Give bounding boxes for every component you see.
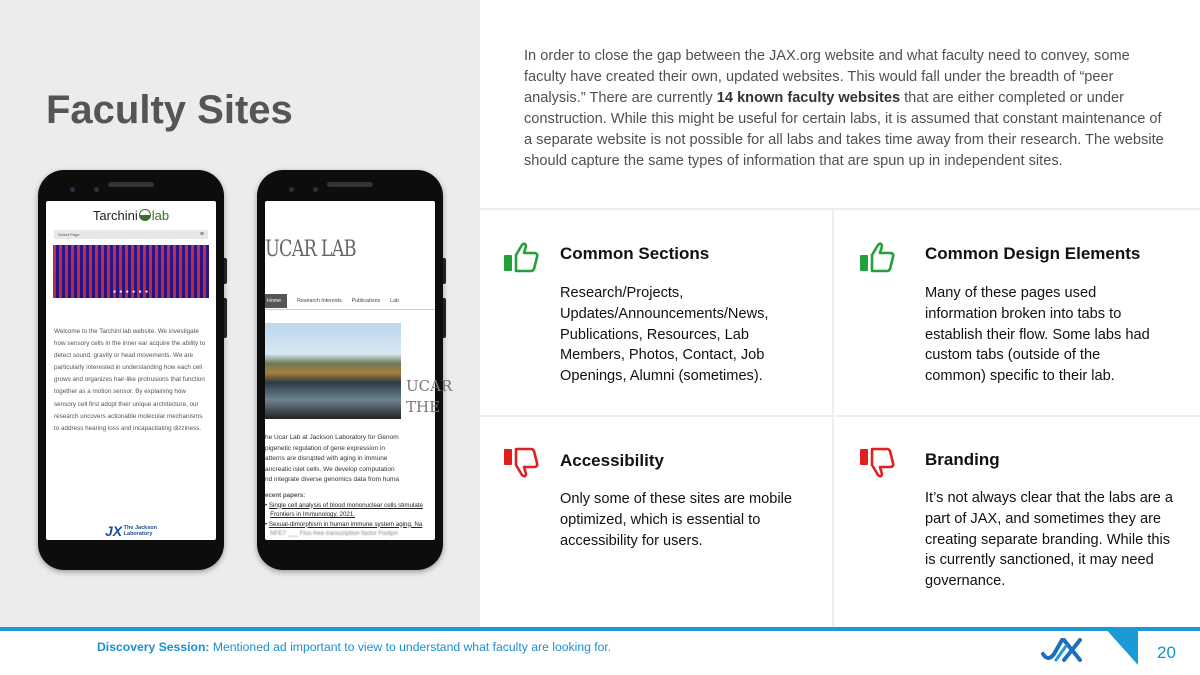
jackson-lab-logo <box>46 525 216 537</box>
ucar-side-heading <box>406 376 452 418</box>
text-line: he Ucar Lab at Jackson Laboratory for Genom <box>265 434 399 441</box>
jax-logo-icon <box>1040 636 1090 664</box>
paper-link-faded: NFE7 ___ Flox-free transcription factor Footpri <box>270 530 398 537</box>
footer-note <box>97 640 611 654</box>
nav-tab-publications[interactable]: Publications <box>351 298 381 304</box>
phone-power-button <box>443 258 446 284</box>
text-line: pigenetic regulation of gene expression in <box>265 444 385 452</box>
hero-banner-image <box>53 245 209 298</box>
slide-title: Faculty Sites <box>46 88 293 132</box>
card-title-common-sections: Common Sections <box>560 244 710 263</box>
select-page-label: Select Page <box>58 232 80 237</box>
footer-note-text: Mentioned ad important to view to understand what faculty are looking for. <box>209 640 612 654</box>
logo-circle-icon <box>139 209 151 221</box>
nav-tab-home[interactable]: Home <box>265 294 287 308</box>
thumbs-down-icon <box>858 446 896 480</box>
phone-screen <box>265 201 453 540</box>
ucar-line2: THE <box>406 398 441 416</box>
papers-heading: ecent papers: <box>265 492 306 499</box>
text-line: ancreatic islet cells. We develop computation <box>265 465 395 473</box>
paper-journal: Frontiers in Immunology, 2021. <box>270 511 356 518</box>
phone-power-button <box>224 258 227 284</box>
phone-volume-button <box>224 298 227 338</box>
card-title-accessibility: Accessibility <box>560 451 664 470</box>
intro-highlight: 14 known faculty websites <box>716 90 901 106</box>
jax-logo-icon: JX <box>105 523 123 539</box>
card-body-common-design: Many of these pages used information broken into tabs to establish their flow. Some labs had custom tabs (outside of the common) specific to their lab. <box>925 285 1150 385</box>
footer-line1: The Jackson <box>123 525 157 531</box>
phone-screen <box>46 201 216 540</box>
phone-sensor <box>94 187 99 192</box>
phone-camera <box>289 187 294 192</box>
page-number: 20 <box>1157 643 1176 662</box>
logo-name: Tarchini <box>92 208 138 223</box>
intro-part2: that are either completed or under construction. While this might be useful for certain labs, it is assumed that constant maintenance of a separate website is not possible for all labs and takes time away from their research. The website should capture the same types of information that are spun up in independent sites. <box>524 90 1164 169</box>
card-title-common-design: Common Design Elements <box>925 244 1141 263</box>
phone-camera <box>70 187 75 192</box>
phone-sensor <box>313 187 318 192</box>
footer-line2: Laboratory <box>123 531 153 537</box>
ucar-lab-title: UCAR LAB <box>265 237 356 262</box>
text-line: nd integrate diverse genomics data from huma <box>265 476 400 484</box>
phone-speaker <box>108 182 154 187</box>
intro-paragraph <box>524 46 1164 172</box>
intro-part1: In order to close the gap between the JAX.org website and what faculty need to convey, some faculty have created their own, updated websites. This would fall under the breadth of “peer analysis.” There are currently <box>524 48 1130 106</box>
recent-papers: ecent papers: • Single cell analysis of blood mononuclear cells stimulate Frontiers in Immunology, 2021. • Sexual-dimorphism in human immune system aging. Na NFE7 ___ Flox-free transcription factor Footpri <box>265 492 423 537</box>
campus-photo <box>265 323 401 419</box>
nav-tab-research[interactable]: Research Interests <box>297 298 342 304</box>
phone-speaker <box>327 182 373 187</box>
phone-mockup-ucar <box>257 170 453 570</box>
thumbs-up-icon <box>502 240 540 274</box>
card-title-branding: Branding <box>925 450 1000 469</box>
hamburger-menu-icon[interactable]: ≡ <box>199 231 204 238</box>
divider-top <box>480 208 1200 210</box>
card-body-common-sections: Research/Projects, Updates/Announcements/News, Publications, Resources, Lab Members, Photos, Contact, Job Openings, Alumni (sometimes). <box>560 285 769 385</box>
ucar-line1: UCAR <box>406 377 453 395</box>
text-line: atterns are disrupted with aging in immune <box>265 455 388 463</box>
carousel-dots[interactable]: ● ● ● ● ● ● <box>112 289 150 295</box>
ucar-intro-text <box>265 433 455 486</box>
card-body-branding: It’s not always clear that the labs are a part of JAX, and sometimes they are creating separate branding. While this is currently sanctioned, it may need governance. <box>925 490 1173 590</box>
tarchini-lab-logo <box>46 208 216 223</box>
paper-link[interactable]: Single cell analysis of blood mononuclear cells stimulate <box>268 501 423 509</box>
footer-accent-line <box>0 627 1200 631</box>
card-body-accessibility: Only some of these sites are mobile optimized, which is essential to accessibility for users. <box>560 491 792 549</box>
thumbs-down-icon <box>502 446 540 480</box>
welcome-text: Welcome to the Tarchini lab website. We investigate how sensory cells in the inner ear acquire the ability to detect sound, gravity or head movements. We are particularly interested in understanding how each cell grows and organizes hair-like protrusions that function together as a motion sensor. By explaining how sensory cell first adopt their unique architecture, our research uncovers actionable molecular mechanisms to address hearing loss and incapacitating dizziness. <box>54 328 206 432</box>
ucar-nav-bar <box>265 293 435 310</box>
thumbs-up-icon <box>858 240 896 274</box>
divider-middle <box>480 415 1200 417</box>
divider-vertical <box>832 210 834 628</box>
logo-suffix: lab <box>151 208 170 223</box>
paper-link[interactable]: Sexual-dimorphism in human immune system aging. Na <box>268 520 423 528</box>
footer-accent-triangle <box>1104 627 1138 665</box>
nav-tab-lab[interactable]: Lab <box>390 298 400 304</box>
phone-mockup-tarchini <box>38 170 224 570</box>
select-page-dropdown[interactable] <box>54 230 208 239</box>
phone-volume-button <box>443 298 446 338</box>
footer-label: Discovery Session: <box>97 640 210 654</box>
